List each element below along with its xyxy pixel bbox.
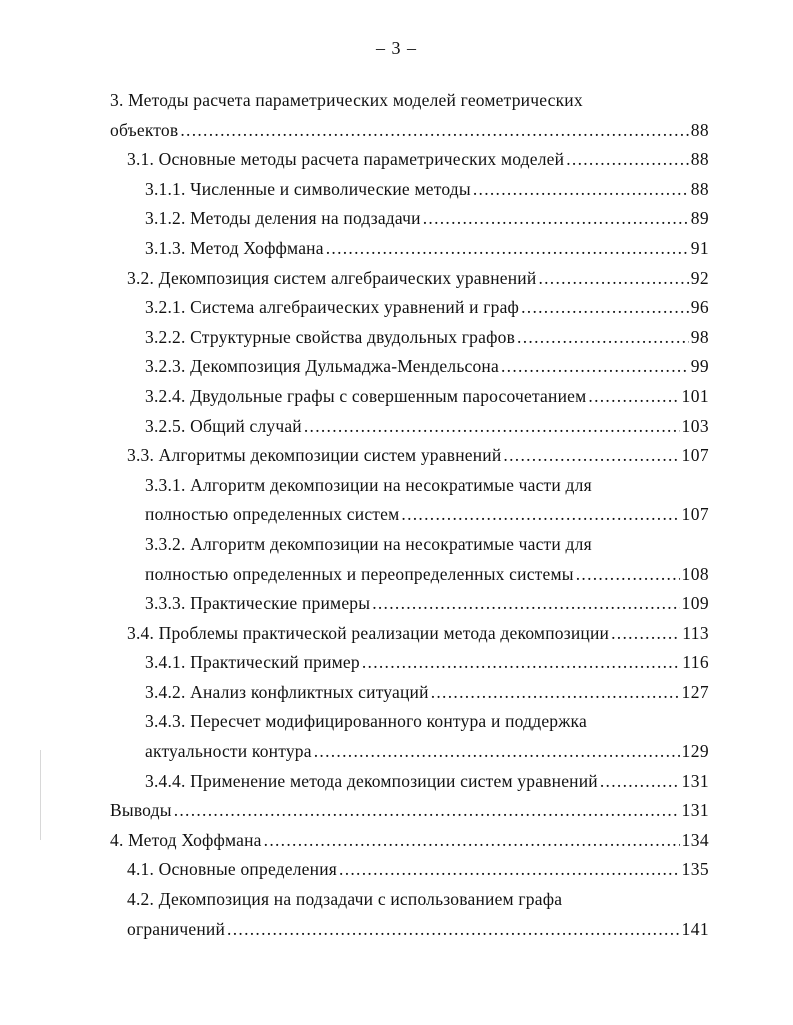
dot-leader bbox=[174, 796, 680, 826]
dot-leader bbox=[314, 737, 680, 767]
toc-page-number: 107 bbox=[681, 504, 709, 525]
toc-page-number: 88 bbox=[690, 178, 709, 199]
toc-entry-3-2-5 bbox=[145, 412, 793, 442]
toc-title: 3.2.5. Общий случай bbox=[145, 415, 302, 436]
dot-leader bbox=[362, 648, 680, 678]
toc-entry-3-3-2 bbox=[145, 560, 793, 590]
toc-page-number: 135 bbox=[681, 859, 709, 880]
toc-page-number: 88 bbox=[690, 149, 709, 170]
dot-leader bbox=[517, 323, 689, 353]
toc-title: полностью определенных и переопределенных системы bbox=[145, 563, 574, 584]
dot-leader bbox=[566, 145, 688, 175]
toc-page-number: 92 bbox=[690, 267, 709, 288]
toc-title: 3.1.1. Численные и символические методы bbox=[145, 178, 471, 199]
dot-leader bbox=[372, 589, 679, 619]
toc-title: 3.3.1. Алгоритм декомпозиции на несократимые части для bbox=[145, 474, 592, 495]
page-number: – 3 – bbox=[376, 38, 417, 58]
toc-title: 3.2.1. Система алгебраических уравнений и граф bbox=[145, 297, 520, 318]
toc-page-number: 131 bbox=[681, 800, 709, 821]
toc-title: актуальности контура bbox=[145, 741, 312, 762]
toc-page-number: 131 bbox=[681, 770, 709, 791]
toc-page-number: 96 bbox=[690, 297, 709, 318]
toc-entry-3-1 bbox=[127, 145, 793, 175]
dot-leader bbox=[227, 915, 680, 945]
dot-leader bbox=[611, 619, 680, 649]
toc-entry-3-2 bbox=[127, 264, 793, 294]
toc-title: 3.4.1. Практический пример bbox=[145, 652, 360, 673]
dot-leader bbox=[431, 678, 680, 708]
toc-page-number: 103 bbox=[681, 415, 709, 436]
toc-page-number: 98 bbox=[690, 326, 709, 347]
toc-title: 3.3.3. Практические примеры bbox=[145, 593, 371, 614]
dot-leader bbox=[304, 412, 680, 442]
dot-leader bbox=[503, 441, 679, 471]
dot-leader bbox=[600, 767, 680, 797]
toc-entry-3-line1 bbox=[110, 86, 793, 116]
toc-title: полностью определенных систем bbox=[145, 504, 400, 525]
toc-page-number: 141 bbox=[681, 918, 709, 939]
toc-page-number: 116 bbox=[682, 652, 709, 673]
dot-leader bbox=[264, 826, 680, 856]
toc-entry-3-4-3 bbox=[145, 737, 793, 767]
toc-entry-3-3-2-line1 bbox=[145, 530, 793, 560]
toc-entry-3-2-1 bbox=[145, 293, 793, 323]
toc-entry-3-4-4 bbox=[145, 767, 793, 797]
toc-entry-3-1-1 bbox=[145, 175, 793, 205]
dot-leader bbox=[339, 855, 680, 885]
toc-title: 4. Метод Хоффмана bbox=[110, 829, 262, 850]
dot-leader bbox=[576, 560, 680, 590]
toc-page-number: 109 bbox=[681, 593, 709, 614]
toc-entry-3-4-2 bbox=[145, 678, 793, 708]
toc-entry-3-2-4 bbox=[145, 382, 793, 412]
toc-entry-4-2 bbox=[127, 915, 793, 945]
toc-title: 3.1. Основные методы расчета параметрических моделей bbox=[127, 149, 565, 170]
toc-title: 3.1.2. Методы деления на подзадачи bbox=[145, 208, 421, 229]
toc-entry-4-2-line1 bbox=[127, 885, 793, 915]
toc-entry-4-1 bbox=[127, 855, 793, 885]
dot-leader bbox=[180, 116, 688, 146]
toc-title: ограничений bbox=[127, 918, 226, 939]
toc-entry-3-4-1 bbox=[145, 648, 793, 678]
toc-title: Выводы bbox=[110, 800, 172, 821]
dot-leader bbox=[521, 293, 689, 323]
toc-entry-3-2-2 bbox=[145, 323, 793, 353]
dot-leader bbox=[423, 204, 689, 234]
toc-entry-3-2-3 bbox=[145, 352, 793, 382]
dot-leader bbox=[501, 352, 689, 382]
toc-title: 3.2.4. Двудольные графы с совершенным паросочетанием bbox=[145, 385, 587, 406]
toc-entry-conclusions bbox=[110, 796, 793, 826]
toc-title: 3.3.2. Алгоритм декомпозиции на несократимые части для bbox=[145, 533, 592, 554]
toc-entry-3-3-3 bbox=[145, 589, 793, 619]
toc-entry-3-3 bbox=[127, 441, 793, 471]
toc-page-number: 101 bbox=[681, 385, 709, 406]
toc-entry-3-4-3-line1 bbox=[145, 707, 793, 737]
table-of-contents bbox=[0, 86, 793, 944]
toc-page-number: 99 bbox=[690, 356, 709, 377]
toc-entry-4 bbox=[110, 826, 793, 856]
dot-leader bbox=[326, 234, 689, 264]
toc-title: 4.2. Декомпозиция на подзадачи с использованием графа bbox=[127, 889, 563, 910]
toc-entry-3-3-1-line1 bbox=[145, 471, 793, 501]
dot-leader bbox=[588, 382, 679, 412]
toc-entry-3-1-2 bbox=[145, 204, 793, 234]
toc-entry-3-3-1 bbox=[145, 500, 793, 530]
toc-title: 3.4.2. Анализ конфликтных ситуаций bbox=[145, 681, 429, 702]
toc-title: 3.2. Декомпозиция систем алгебраических уравнений bbox=[127, 267, 537, 288]
toc-page-number: 134 bbox=[681, 829, 709, 850]
toc-title: 4.1. Основные определения bbox=[127, 859, 338, 880]
toc-title: 3. Методы расчета параметрических моделей геометрических bbox=[110, 90, 583, 110]
toc-title: 3.3. Алгоритмы декомпозиции систем уравнений bbox=[127, 445, 502, 466]
toc-title: 3.4. Проблемы практической реализации метода декомпозиции bbox=[127, 622, 610, 643]
toc-entry-3-1-3 bbox=[145, 234, 793, 264]
toc-page-number: 91 bbox=[690, 237, 709, 258]
toc-page-number: 88 bbox=[690, 119, 709, 140]
toc-page-number: 107 bbox=[681, 445, 709, 466]
toc-title: 3.1.3. Метод Хоффмана bbox=[145, 237, 324, 258]
toc-title: 3.2.3. Декомпозиция Дульмаджа-Мендельсона bbox=[145, 356, 499, 377]
toc-title: 3.4.3. Пересчет модифицированного контура и поддержка bbox=[145, 711, 587, 732]
toc-title: объектов bbox=[110, 119, 179, 140]
dot-leader bbox=[473, 175, 689, 205]
toc-page-number: 113 bbox=[682, 622, 709, 643]
scan-margin-line bbox=[40, 750, 41, 840]
dot-leader bbox=[538, 264, 688, 294]
toc-entry-3 bbox=[110, 116, 793, 146]
dot-leader bbox=[401, 500, 679, 530]
toc-page-number: 108 bbox=[681, 563, 709, 584]
toc-title: 3.4.4. Применение метода декомпозиции систем уравнений bbox=[145, 770, 598, 791]
toc-page-number: 129 bbox=[681, 741, 709, 762]
toc-title: 3.2.2. Структурные свойства двудольных графов bbox=[145, 326, 516, 347]
toc-page-number: 89 bbox=[690, 208, 709, 229]
toc-page-number: 127 bbox=[681, 681, 709, 702]
toc-entry-3-4 bbox=[127, 619, 793, 649]
